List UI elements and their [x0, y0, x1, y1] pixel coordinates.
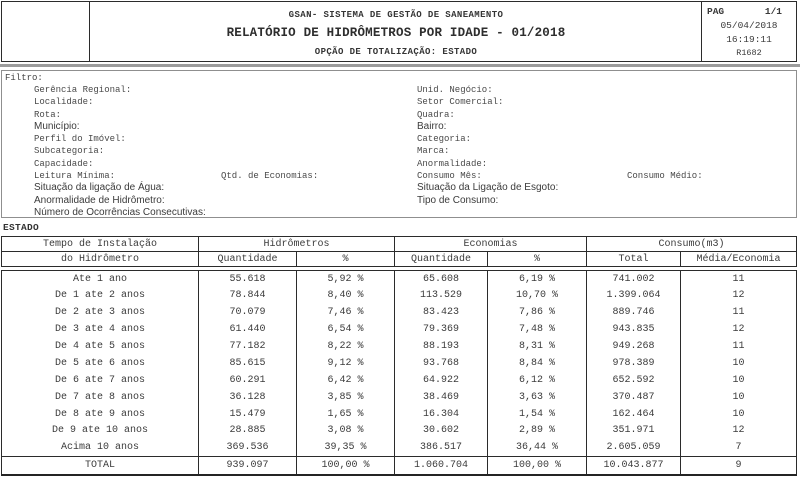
table-cell: 3,08 % [297, 423, 395, 440]
filter-label: Subcategoria: [34, 146, 105, 157]
table-row [2, 355, 797, 372]
table-cell: 1,65 % [297, 406, 395, 423]
filter-row [34, 109, 414, 121]
col-header-quantidade-econ: Quantidade [395, 252, 488, 267]
totalization-section-label: ESTADO [3, 222, 40, 233]
table-cell: 3,63 % [488, 389, 587, 406]
report-code: R1682 [736, 48, 762, 58]
table-cell: Acima 10 anos [2, 439, 199, 456]
filter-row [417, 195, 795, 207]
pag-label: PAG [707, 6, 725, 17]
table-row [2, 304, 797, 321]
table-cell: 8,40 % [297, 287, 395, 304]
table-row [2, 389, 797, 406]
table-cell: De 6 ate 7 anos [2, 372, 199, 389]
filter-label: Gerência Regional: [34, 85, 132, 95]
table-cell: 949.268 [587, 338, 681, 355]
report-time: 16:19:11 [726, 34, 772, 45]
filter-row [34, 96, 414, 108]
report-table-body [1, 270, 797, 476]
table-cell: 162.464 [587, 406, 681, 423]
table-cell: 100,00 % [488, 456, 587, 475]
table-cell: 1.399.064 [587, 287, 681, 304]
table-cell: 978.389 [587, 355, 681, 372]
filter-label: Perfil do Imóvel: [34, 134, 126, 145]
filter-row [417, 121, 795, 133]
table-cell: 100,00 % [297, 456, 395, 475]
filter-label: Quadra: [417, 109, 455, 120]
table-cell: 28.885 [199, 423, 297, 440]
table-row [2, 439, 797, 456]
table-cell: De 5 ate 6 anos [2, 355, 199, 372]
filter-label-secondary: Consumo Médio: [627, 171, 703, 182]
table-cell: De 7 ate 8 anos [2, 389, 199, 406]
table-cell: 9 [681, 456, 797, 475]
table-cell: 64.922 [395, 372, 488, 389]
group-header-tempo: Tempo de Instalação [2, 237, 199, 252]
table-cell: 10 [681, 355, 797, 372]
filter-label: Consumo Mês: [417, 171, 482, 182]
table-cell: 370.487 [587, 389, 681, 406]
report-title: RELATÓRIO DE HIDRÔMETROS POR IDADE - 01/2018 [226, 26, 566, 40]
filter-title: Filtro: [5, 73, 43, 83]
filter-label: Leitura Mínima: [34, 171, 116, 182]
filter-row [34, 182, 414, 194]
table-cell: 386.517 [395, 439, 488, 456]
page-info-box [701, 2, 796, 61]
table-cell: 943.835 [587, 321, 681, 338]
table-cell: 39,35 % [297, 439, 395, 456]
table-row [2, 271, 797, 288]
filter-row [34, 121, 414, 133]
table-group-header-row [2, 237, 797, 252]
logo-placeholder [2, 2, 90, 61]
table-row [2, 406, 797, 423]
table-cell: 15.479 [199, 406, 297, 423]
table-cell: 88.193 [395, 338, 488, 355]
filter-row [34, 207, 414, 219]
filter-label: Município: [34, 120, 80, 132]
filter-row [417, 170, 795, 182]
filter-row [417, 182, 795, 194]
table-row [2, 423, 797, 440]
table-cell: 10.043.877 [587, 456, 681, 475]
table-cell: 9,12 % [297, 355, 395, 372]
filter-label: Capacidade: [34, 158, 94, 169]
report-titles [91, 2, 701, 61]
table-row [2, 372, 797, 389]
table-cell: 369.536 [199, 439, 297, 456]
filter-label: Rota: [34, 109, 62, 120]
table-cell: 36.128 [199, 389, 297, 406]
table-cell: Ate 1 ano [2, 271, 199, 288]
col-header-quantidade-hidr: Quantidade [199, 252, 297, 267]
group-header-consumo: Consumo(m3) [587, 237, 797, 252]
filter-label: Bairro: [417, 120, 447, 132]
table-cell: 7,86 % [488, 304, 587, 321]
table-cell: 2,89 % [488, 423, 587, 440]
filter-column-left [34, 84, 414, 219]
table-cell: 16.304 [395, 406, 488, 423]
table-cell: 8,84 % [488, 355, 587, 372]
filter-row [417, 96, 795, 108]
table-cell: 351.971 [587, 423, 681, 440]
table-cell: 741.002 [587, 271, 681, 288]
table-cell: 36,44 % [488, 439, 587, 456]
table-cell: De 8 ate 9 anos [2, 406, 199, 423]
group-header-economias: Economias [395, 237, 587, 252]
table-cell: 939.097 [199, 456, 297, 475]
table-cell: 11 [681, 271, 797, 288]
table-cell: 11 [681, 338, 797, 355]
filter-label: Anormalidade: [417, 158, 488, 169]
table-cell: 113.529 [395, 287, 488, 304]
table-cell: 70.079 [199, 304, 297, 321]
table-cell: 30.602 [395, 423, 488, 440]
page-number: 1/1 [764, 6, 782, 17]
report-header [1, 1, 797, 62]
table-cell: 10 [681, 389, 797, 406]
table-cell: 1,54 % [488, 406, 587, 423]
table-cell: 7 [681, 439, 797, 456]
report-table-header [1, 236, 797, 267]
table-cell: 6,42 % [297, 372, 395, 389]
table-cell: 79.369 [395, 321, 488, 338]
filter-column-right [417, 84, 795, 207]
table-cell: 10 [681, 372, 797, 389]
table-cell: De 3 ate 4 anos [2, 321, 199, 338]
table-cell: 12 [681, 423, 797, 440]
table-cell: 93.768 [395, 355, 488, 372]
filter-label: Setor Comercial: [417, 97, 504, 108]
table-row [2, 321, 797, 338]
table-cell: 6,12 % [488, 372, 587, 389]
table-cell: 1.060.704 [395, 456, 488, 475]
filter-row [34, 84, 414, 96]
filter-label: Categoria: [417, 134, 472, 145]
table-row [2, 338, 797, 355]
table-cell: 55.618 [199, 271, 297, 288]
filter-label: Situação da ligação de Água: [34, 182, 165, 194]
table-cell: 652.592 [587, 372, 681, 389]
filter-row [34, 170, 414, 182]
table-cell: 65.608 [395, 271, 488, 288]
filter-row [34, 195, 414, 207]
table-rows [2, 271, 797, 457]
col-header-media-economia: Média/Economia [681, 252, 797, 267]
table-cell: 12 [681, 321, 797, 338]
filter-row [417, 145, 795, 157]
table-cell: 77.182 [199, 338, 297, 355]
table-total-row [2, 456, 797, 475]
col-header-do-hidrometro: do Hidrômetro [2, 252, 199, 267]
table-cell: 8,22 % [297, 338, 395, 355]
table-cell: 78.844 [199, 287, 297, 304]
filter-row [417, 109, 795, 121]
filter-row [34, 133, 414, 145]
filter-label: Tipo de Consumo: [417, 194, 499, 206]
filter-row [417, 133, 795, 145]
table-cell: 10 [681, 406, 797, 423]
filter-label: Número de Ocorrências Consecutivas: [34, 206, 206, 218]
table-cell: TOTAL [2, 456, 199, 475]
table-cell: 85.615 [199, 355, 297, 372]
table-cell: De 9 ate 10 anos [2, 423, 199, 440]
filter-label: Anormalidade de Hidrômetro: [34, 194, 165, 206]
filter-row [34, 145, 414, 157]
filter-row [34, 158, 414, 170]
col-header-pct-econ: % [488, 252, 587, 267]
table-cell: De 4 ate 5 anos [2, 338, 199, 355]
report-date: 05/04/2018 [720, 20, 778, 31]
table-cell: 2.605.059 [587, 439, 681, 456]
table-cell: 60.291 [199, 372, 297, 389]
header-divider [0, 64, 800, 67]
table-cell: 7,46 % [297, 304, 395, 321]
table-cell: 8,31 % [488, 338, 587, 355]
table-cell: 6,19 % [488, 271, 587, 288]
table-cell: 5,92 % [297, 271, 395, 288]
col-header-pct-hidr: % [297, 252, 395, 267]
system-title: GSAN- SISTEMA DE GESTÃO DE SANEAMENTO [288, 10, 504, 20]
table-cell: 7,48 % [488, 321, 587, 338]
filter-label-secondary: Qtd. de Economias: [221, 171, 319, 182]
filter-label: Unid. Negócio: [417, 85, 493, 95]
table-cell: 11 [681, 304, 797, 321]
table-cell: 83.423 [395, 304, 488, 321]
filter-label: Situação da Ligação de Esgoto: [417, 182, 559, 194]
table-cell: 38.469 [395, 389, 488, 406]
table-cell: 10,70 % [488, 287, 587, 304]
table-cell: De 1 ate 2 anos [2, 287, 199, 304]
table-column-header-row [2, 252, 797, 267]
table-cell: 61.440 [199, 321, 297, 338]
filter-row [417, 84, 795, 96]
totalization-subtitle: OPÇÃO DE TOTALIZAÇÃO: ESTADO [314, 47, 478, 57]
filter-label: Marca: [417, 146, 450, 157]
table-cell: 12 [681, 287, 797, 304]
table-cell: 3,85 % [297, 389, 395, 406]
filter-section [1, 70, 797, 218]
col-header-total: Total [587, 252, 681, 267]
group-header-hidrometros: Hidrômetros [199, 237, 395, 252]
filter-row [417, 158, 795, 170]
table-cell: 889.746 [587, 304, 681, 321]
table-cell: 6,54 % [297, 321, 395, 338]
filter-label: Localidade: [34, 97, 94, 108]
table-row [2, 287, 797, 304]
table-cell: De 2 ate 3 anos [2, 304, 199, 321]
